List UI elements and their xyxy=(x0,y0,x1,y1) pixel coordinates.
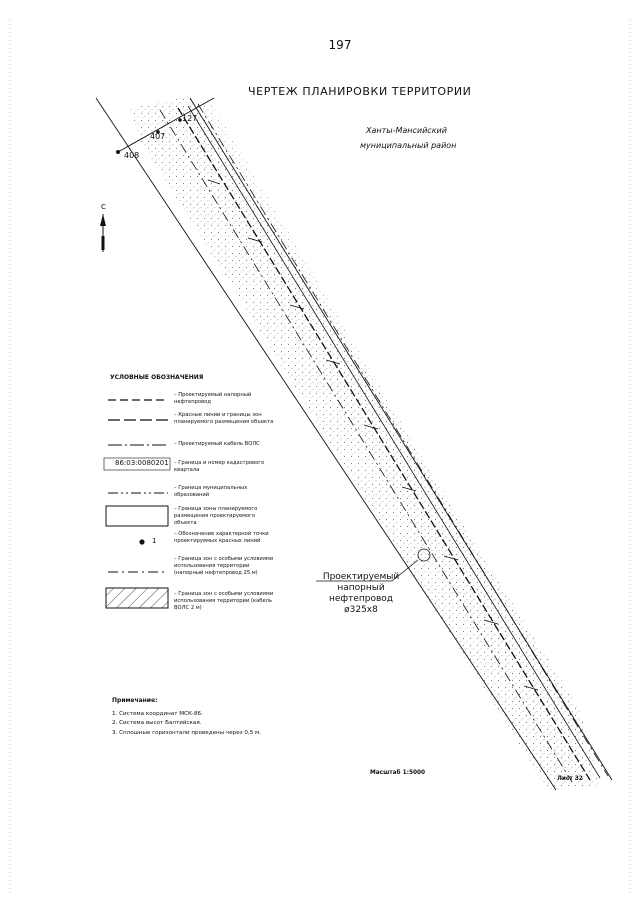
region-label-line1: Ханты-Мансийский xyxy=(366,126,447,135)
legend-text-cadastral: – Граница и номер кадастрового квартала xyxy=(174,460,265,473)
legend-text-pipeline: – Проектируемый напорный нефтепровод xyxy=(174,392,252,405)
north-arrow-icon xyxy=(100,214,106,252)
note-item: 3. Сплошные горизонтали проведены через 0,5 м. xyxy=(112,730,262,736)
legend-cadastral-code: 86:03:0080201 xyxy=(115,459,169,467)
legend-text-hatched: – Граница зон с особыми условиями использования территории (кабель ВОЛС 2 м) xyxy=(174,591,274,611)
legend-symbol-point xyxy=(139,539,144,544)
legend-text-red-lines: – Красные линии и границы зон планируемого размещения объекта xyxy=(174,412,274,425)
point-408 xyxy=(116,150,120,154)
legend-title: УСЛОВНЫЕ ОБОЗНАЧЕНИЯ xyxy=(110,374,204,381)
legend-point-number: 1 xyxy=(152,537,157,545)
drawing-title: ЧЕРТЕЖ ПЛАНИРОВКИ ТЕРРИТОРИИ xyxy=(248,85,472,98)
legend-text-zone: – Граница зоны планируемого размещения проектируемого объекта xyxy=(174,506,258,526)
legend-symbol-hatched xyxy=(106,588,168,608)
point-label-127: 127 xyxy=(182,114,198,123)
legend-text-municipal: – Граница муниципальных образований xyxy=(174,485,248,498)
scale-label: Масштаб 1:5000 xyxy=(370,770,426,776)
legend-text-point: – Обозначение характерной точки проектируемых красных линий xyxy=(174,531,269,544)
pipeline-label-line4: ø325х8 xyxy=(344,605,378,615)
region-label-line2: муниципальный район xyxy=(360,141,457,150)
pipeline-label-line2: напорный xyxy=(337,583,385,593)
legend-symbol-zone xyxy=(106,506,168,526)
note-item: 1. Система координат МСК-86. xyxy=(112,711,203,717)
pipeline-label-line1: Проектируемый xyxy=(322,572,400,582)
legend-symbols xyxy=(104,400,170,608)
sheet-number: Лист 32 xyxy=(557,776,583,782)
vegetation-area-2 xyxy=(170,100,590,780)
note-item: 2. Система высот Балтийская. xyxy=(112,720,202,726)
pipeline-label-line3: нефтепровод xyxy=(328,594,394,604)
legend-text-zone-25m: – Граница зон с особыми условиями использования территории (напорный нефтепровод 25 м) xyxy=(174,556,274,576)
red-line-left xyxy=(96,98,556,790)
legend-text-cable: – Проектируемый кабель ВОЛС xyxy=(174,441,260,447)
red-line-right xyxy=(190,98,612,780)
point-label-408: 408 xyxy=(124,151,140,160)
north-letter: С xyxy=(101,203,106,211)
point-label-407: 407 xyxy=(150,132,166,141)
notes-title: Примечание: xyxy=(112,697,158,704)
pipeline-label xyxy=(316,572,406,616)
page-number: 197 xyxy=(328,38,352,52)
